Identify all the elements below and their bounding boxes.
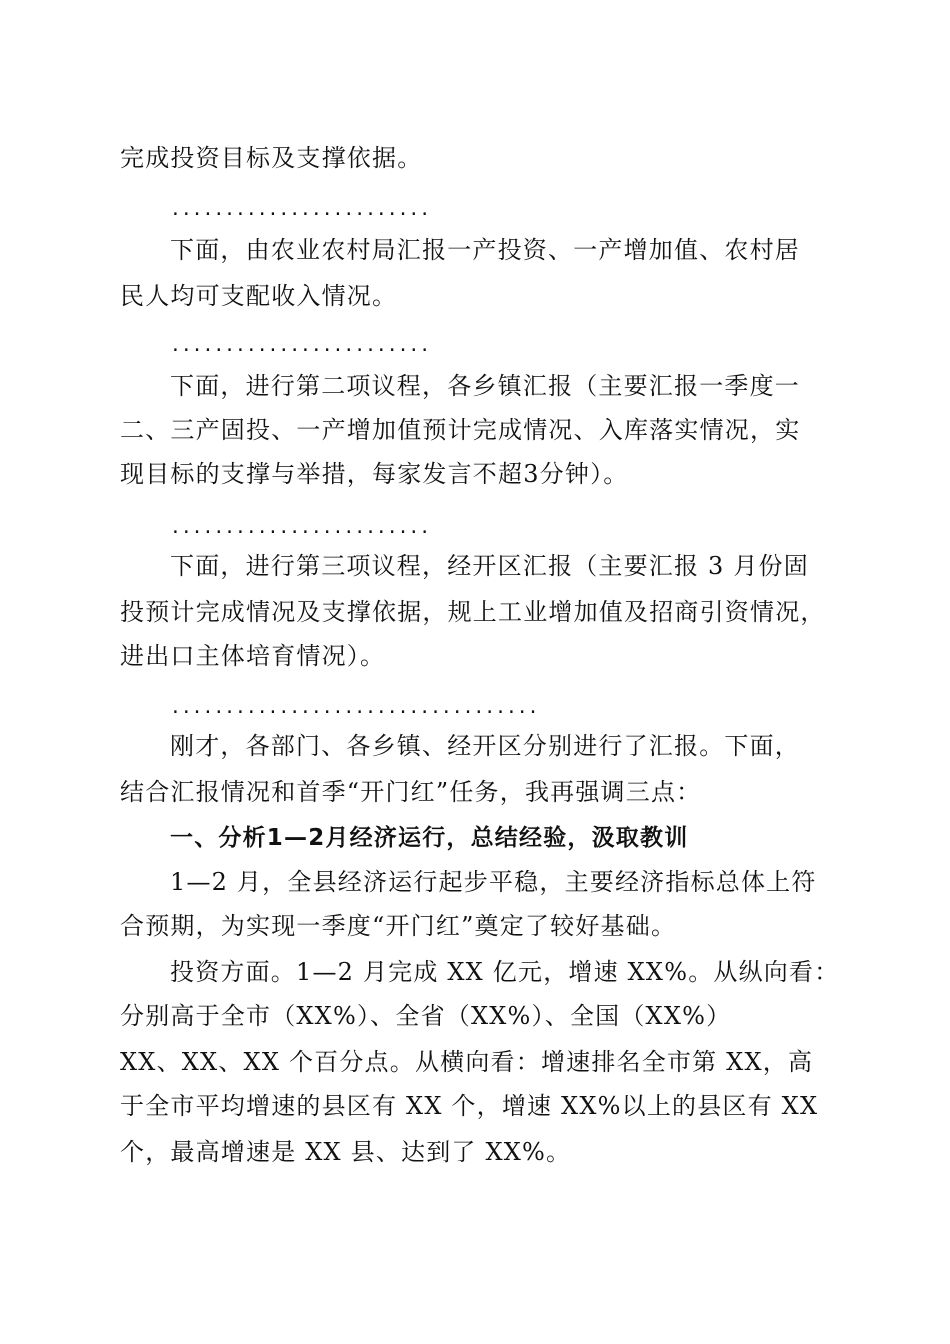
ellipsis-separator: ........................ bbox=[170, 335, 431, 356]
paragraph-line: 结合汇报情况和首季“开门红”任务，我再强调三点： bbox=[120, 778, 702, 806]
paragraph-line: 于全市平均增速的县区有 XX 个，增速 XX%以上的县区有 XX bbox=[120, 1092, 819, 1120]
paragraph-line: 个，最高增速是 XX 县、达到了 XX%。 bbox=[120, 1138, 572, 1166]
ellipsis-separator: ........................ bbox=[170, 517, 431, 538]
ellipsis-separator: ........................ bbox=[170, 199, 431, 220]
paragraph-line: 分别高于全市（XX%）、全省（XX%）、全国（XX%） bbox=[120, 1002, 732, 1030]
paragraph-line: 下面，由农业农村局汇报一产投资、一产增加值、农村居 bbox=[170, 236, 800, 264]
paragraph-line: 现目标的支撑与举措，每家发言不超3分钟）。 bbox=[120, 460, 629, 488]
paragraph-line: XX、XX、XX 个百分点。从横向看：增速排名全市第 XX，高 bbox=[120, 1048, 814, 1076]
paragraph-line: 二、三产固投、一产增加值预计完成情况、入库落实情况，实 bbox=[120, 416, 801, 444]
paragraph-line: 下面，进行第三项议程，经开区汇报（主要汇报 3 月份固 bbox=[170, 552, 809, 580]
paragraph-line: 投资方面。1—2 月完成 XX 亿元，增速 XX%。从纵向看： bbox=[170, 958, 840, 986]
paragraph-line: 下面，进行第二项议程，各乡镇汇报（主要汇报一季度一 bbox=[170, 372, 800, 400]
paragraph-line: 进出口主体培育情况）。 bbox=[120, 642, 386, 670]
paragraph-line: 合预期，为实现一季度“开门红”奠定了较好基础。 bbox=[120, 912, 677, 940]
ellipsis-separator: .................................. bbox=[170, 697, 539, 718]
section-heading: 一、分析1—2月经济运行，总结经验，汲取教训 bbox=[170, 825, 689, 851]
paragraph-line: 民人均可支配收入情况。 bbox=[120, 282, 398, 310]
paragraph-line: 投预计完成情况及支撑依据，规上工业增加值及招商引资情况， bbox=[120, 598, 826, 626]
paragraph-line: 1—2 月，全县经济运行起步平稳，主要经济指标总体上符 bbox=[170, 868, 817, 896]
paragraph-line: 完成投资目标及支撑依据。 bbox=[120, 144, 423, 172]
paragraph-line: 刚才，各部门、各乡镇、经开区分别进行了汇报。下面， bbox=[170, 732, 800, 760]
